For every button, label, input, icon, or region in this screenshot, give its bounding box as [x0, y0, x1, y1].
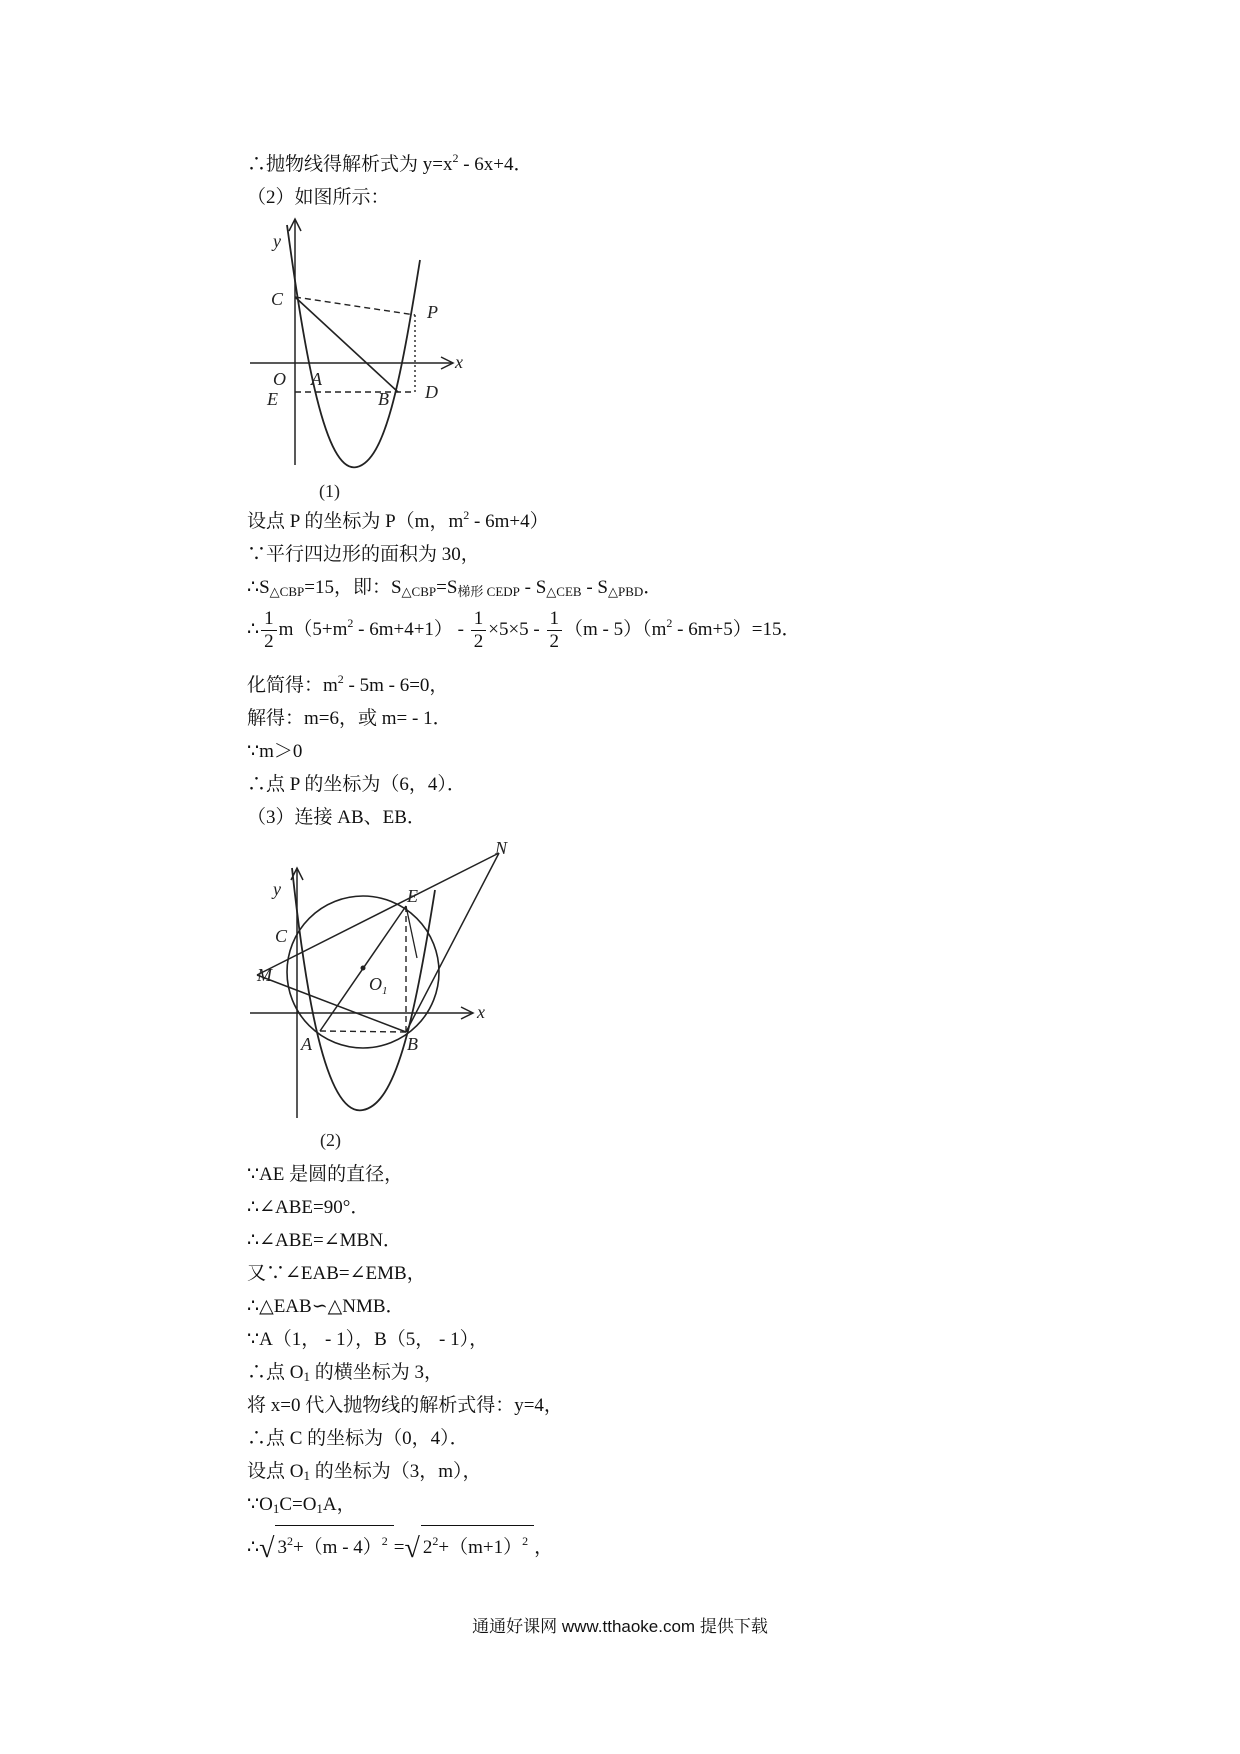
fig2-label-m: M: [257, 965, 272, 985]
fig1-label-o: O: [273, 369, 286, 389]
line-point-p-result: ∴点 P 的坐标为（6，4）．: [247, 774, 466, 795]
line-points-a-b: ∵A（1， - 1），B（5， - 1），: [247, 1329, 489, 1350]
line-area-equation: ∴ $\frac{1}{2}$ $m(5+m^2 - 6m+4+1)$ - $\frac{1}{2}$ ×5×5 - $\frac{1}{2}$ $(m - 5)(m^2 - 6m+5)=15$．: [247, 608, 801, 653]
line-similar-triangles: ∴△EAB∽△NMB．: [247, 1296, 405, 1317]
line-distance-equation: ∴√ $3^2+(m - 4)^2$ =√ $2^2+(m+1)^2$ ，: [247, 1525, 553, 1571]
fig1-label-d: D: [425, 382, 438, 402]
line-simplify: 化简得：$m^2 - 5m - 6=0$，: [247, 672, 449, 696]
line-point-c: ∴点 C 的坐标为（0，4）．: [247, 1428, 469, 1449]
fig2-caption: (2): [320, 1130, 341, 1150]
fig2-label-a: A: [301, 1034, 312, 1054]
fig2-label-n: N: [495, 838, 508, 858]
fig1-label-c: C: [271, 289, 284, 309]
figure-2: [245, 838, 525, 1158]
fig2-label-x: x: [477, 1002, 485, 1022]
line-m-positive: ∵m＞0: [247, 741, 303, 762]
line-o1-abscissa: ∴点 $O_1$ 的横坐标为 3，: [247, 1362, 443, 1384]
fig1-label-p: P: [427, 302, 438, 322]
fig1-label-a: A: [311, 369, 322, 389]
fig2-label-o1: $O_1$: [369, 974, 388, 997]
fig1-label-y: y: [273, 231, 281, 251]
line-part3-heading: （3）连接 AB、EB．: [247, 807, 426, 828]
figure-1: [245, 215, 485, 505]
fig1-caption: (1): [319, 481, 340, 501]
line-parabola-expression: ∴抛物线得解析式为 $y=x^2 - 6x+4$．: [247, 151, 533, 175]
line-angle-abe-mbn: ∴∠ABE=∠MBN．: [247, 1230, 402, 1251]
line-solve: 解得：m=6，或 m= - 1．: [247, 708, 452, 729]
line-area-decomposition: $\therefore S_{\triangle CBP}=15$，即：$S_{\triangle CBP}=S_{梯形 CEDP} - S_{\triangle CEB} - S_{\triangle PBD}$．: [247, 577, 663, 599]
fig1-label-x: x: [455, 352, 463, 372]
line-part2-heading: （2）如图所示：: [247, 187, 390, 208]
line-set-point-p: 设点 P 的坐标为 P（m，$m^2 - 6m+4$）: [247, 508, 549, 532]
line-o1c-o1a: $\because O_1C=O_1A$，: [247, 1494, 356, 1516]
fig2-label-e: E: [407, 886, 418, 906]
line-angle-abe-90: ∴∠ABE=90°．: [247, 1197, 370, 1218]
line-angle-eab-emb: 又∵∠EAB=∠EMB，: [247, 1263, 426, 1284]
line-area-30: ∵平行四边形的面积为 30，: [247, 544, 480, 565]
line-set-o1: 设点 $O_1$ 的坐标为（3，m），: [247, 1461, 482, 1483]
fig2-label-b: B: [407, 1034, 418, 1054]
fig2-label-y: y: [273, 879, 281, 899]
fig1-label-b: B: [378, 389, 389, 409]
fig2-label-c: C: [275, 926, 288, 946]
line-x0-substitution: 将 x=0 代入抛物线的解析式得：y=4，: [247, 1395, 563, 1416]
fig1-label-e: E: [267, 389, 278, 409]
page-footer: 通通好课网 www.tthaoke.com 提供下载: [472, 1617, 768, 1636]
line-ae-diameter: ∵AE 是圆的直径，: [247, 1164, 404, 1185]
